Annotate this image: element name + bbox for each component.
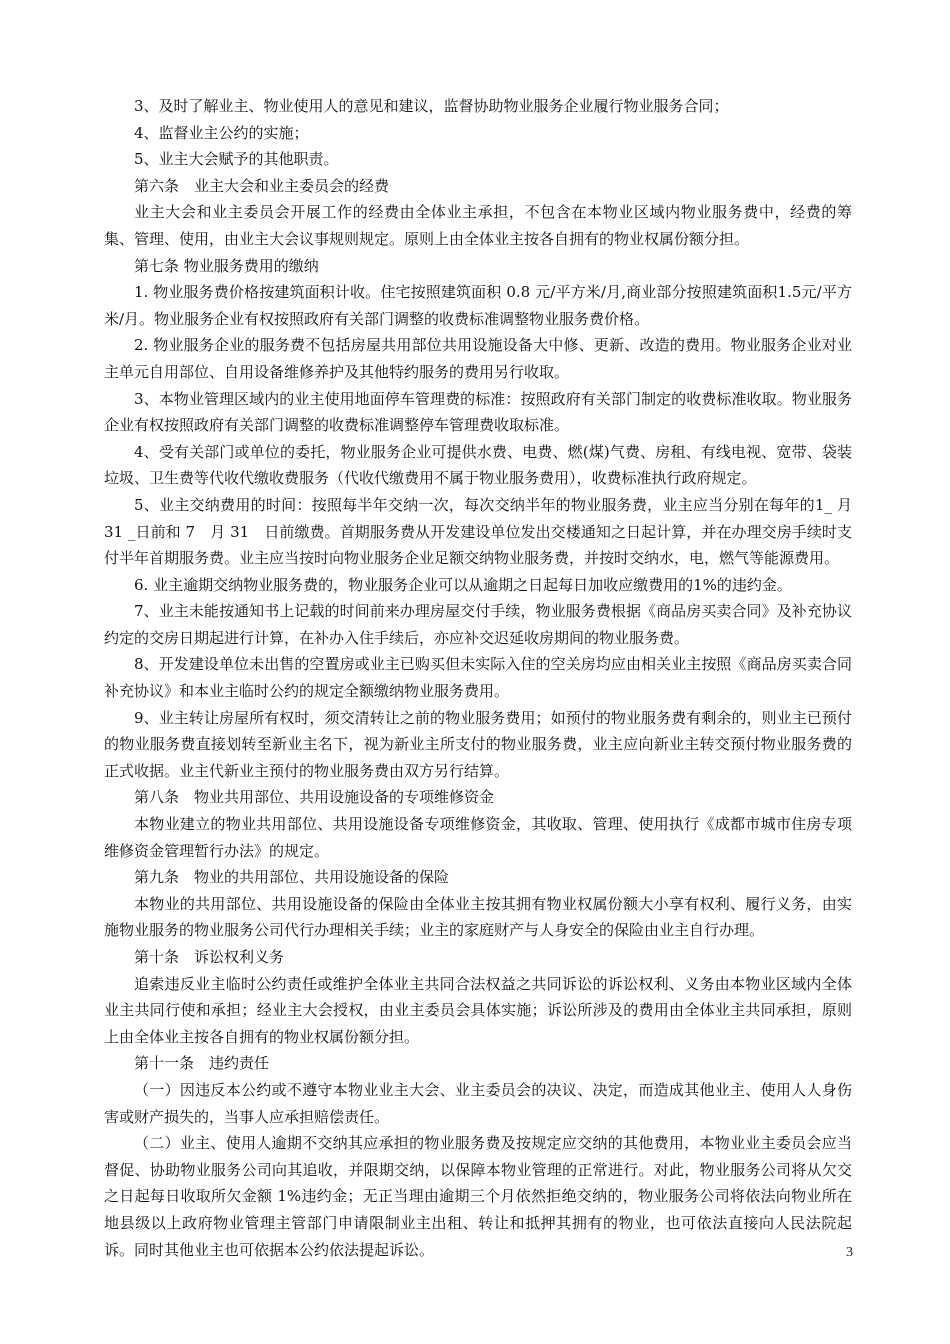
- article-11-item-2: （二）业主、使用人逾期不交纳其应承担的物业服务费及按规定应交纳的其他费用，本物业业主委员会应当督促、协助物业服务公司向其追收，并限期交纳，以保障本物业管理的正常进行。对此，物业服务公司将从欠交之日起每日收取所欠金额 1%违约金；无正当理由逾期三个月依然拒绝交纳的，物业服务公司将依法向物业所在地县级以上政府物业管理主管部门申请限制业主出租、转让和抵押其拥有的物业，也可依法直接向人民法院起诉。同时其他业主也可依据本公约依法提起诉讼。: [104, 1134, 852, 1259]
- article-8-body: 本物业建立的物业共用部位、共用设施设备专项维修资金，其收取、管理、使用执行《成都市城市住房专项维修资金管理暂行办法》的规定。: [104, 815, 852, 860]
- article-7-item-1: 1. 物业服务费价格按建筑面积计收。住宅按照建筑面积 0.8 元/平方米/月,商业部分按照建筑面积1.5元/平方米/月。物业服务企业有权按照政府有关部门调整的收费标准调整物业服务费价格。: [104, 283, 852, 328]
- article-7-item-8: 8、开发建设单位未出售的空置房或业主已购买但未实际入住的空关房均应由相关业主按照《商品房买卖合同补充协议》和本业主临时公约的规定全额缴纳物业服务费用。: [104, 655, 852, 701]
- article-7-heading: 第七条 物业服务费用的缴纳: [134, 256, 319, 275]
- article-9-body: 本物业的共用部位、共用设施设备的保险由全体业主按其拥有物业权属份额大小享有权利、履行义务，由实施物业服务的物业服务公司代行办理相关手续；业主的家庭财产与人身安全的保险由业主自行办理。: [104, 894, 852, 940]
- document-body: [104, 93, 868, 1263]
- page-number: 3: [846, 1245, 853, 1260]
- article-7-item-6: 6. 业主逾期交纳物业服务费的，物业服务企业可以从逾期之日起每日加收应缴费用的1%的违约金。: [134, 575, 792, 594]
- article-11-heading: 第十一条 违约责任: [134, 1054, 270, 1073]
- article-6-body: 业主大会和业主委员会开展工作的经费由全体业主承担，不包含在本物业区域内物业服务费中，经费的筹集、管理、使用，由业主大会议事规则规定。原则上由全体业主按各自拥有的物业权属份额分担。: [104, 203, 852, 248]
- para-5-other-duties: 5、业主大会赋予的其他职责。: [134, 150, 339, 169]
- para-3-understand-opinions: 3、及时了解业主、物业使用人的意见和建议，监督协助物业服务企业履行物业服务合同；: [134, 97, 729, 115]
- article-10-heading: 第十条 诉讼权利义务: [134, 948, 285, 966]
- para-4-supervise-convention: 4、监督业主公约的实施；: [134, 123, 309, 142]
- article-8-heading: 第八条 物业共用部位、共用设施设备的专项维修资金: [134, 788, 495, 807]
- article-9-heading: 第九条 物业的共用部位、共用设施设备的保险: [134, 868, 450, 887]
- article-10-body: 追索违反业主临时公约责任或维护全体业主共同合法权益之共同诉讼的诉讼权利、义务由本物业区域内全体业主共同行使和承担；经业主大会授权，由业主委员会具体实施；诉讼所涉及的费用由全体业主共同承担，原则上由全体业主按各自拥有的物业权属份额分担。: [104, 974, 852, 1046]
- article-7-item-2: 2. 物业服务企业的服务费不包括房屋共用部位共用设施设备大中修、更新、改造的费用。物业服务企业对业主单元自用部位、自用设备维修养护及其他特约服务的费用另行收取。: [104, 336, 852, 381]
- article-7-item-5: 5、业主交纳费用的时间：按照每半年交纳一次，每次交纳半年的物业服务费，业主应当分别在每年的1_ 月 31 _日前和 7 月 31 日前缴费。首期服务费从开发建设单位发出交楼通知之日起计算，并在办理交房手续时支付半年首期服务费。业主应当按时向物业服务企业足额交纳物业服务费，并按时交纳水，电，燃气等能源费用。: [104, 495, 868, 568]
- article-11-item-1: （一）因违反本公约或不遵守本物业业主大会、业主委员会的决议、决定，而造成其他业主、使用人人身伤害或财产损失的，当事人应承担赔偿责任。: [104, 1080, 852, 1126]
- article-7-item-3: 3、本物业管理区域内的业主使用地面停车管理费的标准：按照政府有关部门制定的收费标准收取。物业服务企业有权按照政府有关部门调整的收费标准调整停车管理费收取标准。: [104, 389, 852, 435]
- article-7-item-7: 7、业主未能按通知书上记载的时间前来办理房屋交付手续，物业服务费根据《商品房买卖合同》及补充协议约定的交房日期起进行计算，在补办入住手续后，亦应补交迟延收房期间的物业服务费。: [104, 602, 852, 647]
- article-6-heading: 第六条 业主大会和业主委员会的经费: [134, 176, 390, 195]
- article-7-item-9: 9、业主转让房屋所有权时，须交清转让之前的物业服务费用；如预付的物业服务费有剩余的，则业主已预付的物业服务费直接划转至新业主名下，视为新业主所支付的物业服务费，业主应向新业主转交预付物业服务费的正式收据。业主代新业主预付的物业服务费由双方另行结算。: [104, 708, 852, 780]
- article-7-item-4: 4、受有关部门或单位的委托，物业服务企业可提供水费、电费、燃(煤)气费、房租、有线电视、宽带、袋装垃圾、卫生费等代收代缴收费服务（代收代缴费用不属于物业服务费用），收费标准执行政府规定。: [104, 442, 852, 488]
